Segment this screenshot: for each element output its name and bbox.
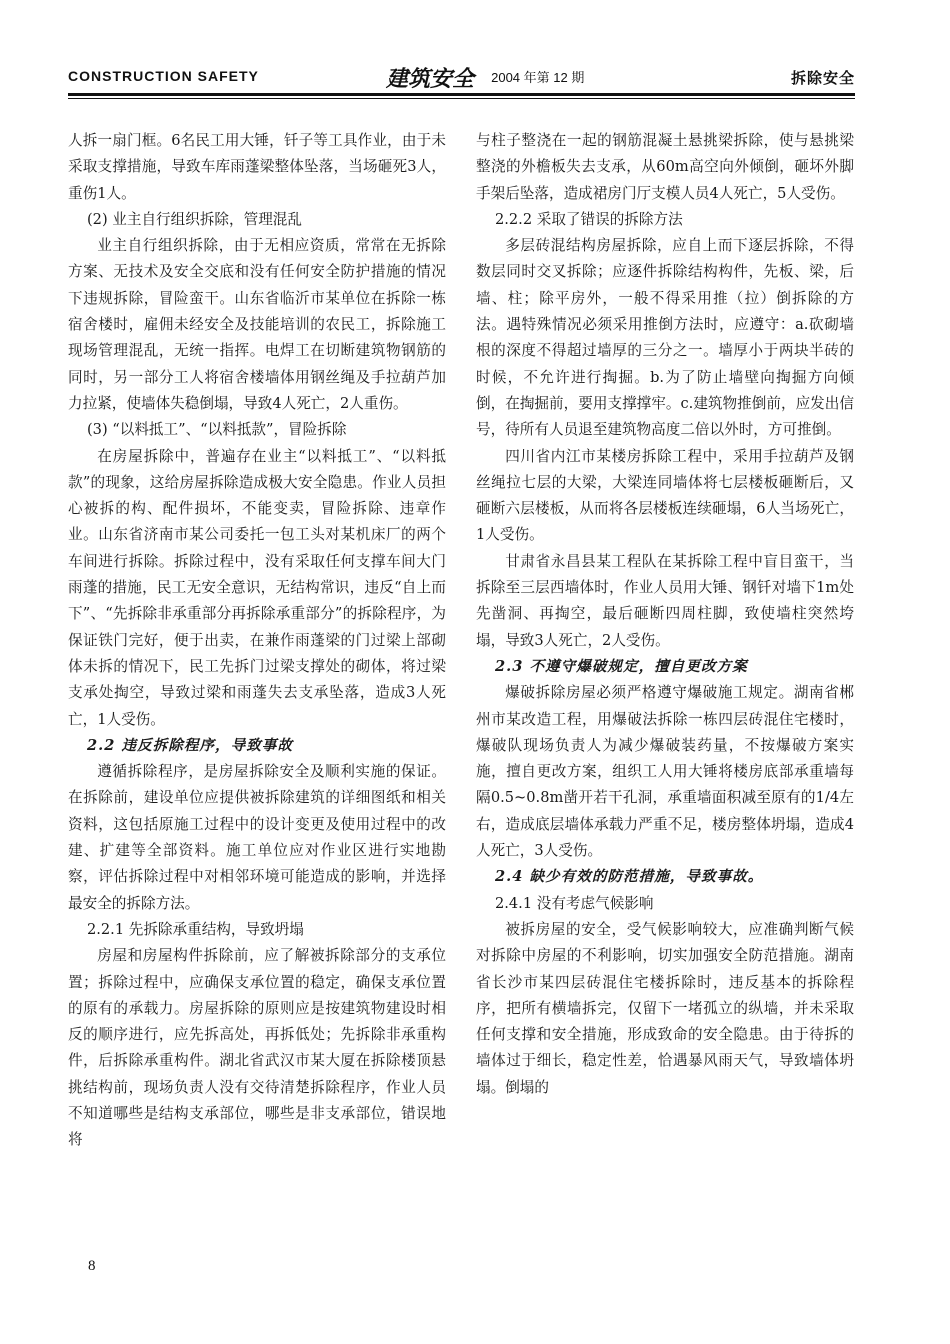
header-journal <box>386 62 584 93</box>
section-heading: 2.4.1 没有考虑气候影响 <box>494 894 654 912</box>
paragraph: 甘肃省永昌县某工程队在某拆除工程中盲目蛮干，当拆除至三层西墙体时，作业人员用大锤、钢钎对墙下1m处先凿洞、再掏空，最后砸断四周柱脚，致使墙柱突然垮塌，导致3人死亡，2人受伤。 <box>476 552 854 649</box>
header-rule-thick <box>68 93 855 96</box>
left-column <box>68 128 446 1154</box>
paragraph: 人拆一扇门框。6名民工用大锤，钎子等工具作业，由于未采取支撑措施，导致车库雨蓬梁整体坠落，当场砸死3人，重伤1人。 <box>68 132 446 202</box>
paragraph: 在房屋拆除中，普遍存在业主“以料抵工”、“以料抵款”的现象，这给房屋拆除造成极大安全隐患。作业人员担心被拆的构、配件损坏，不能变卖，冒险拆除、违章作业。山东省济南市某公司委托一包工头对某机床厂的两个车间进行拆除。拆除过程中，没有采取任何支撑车间大门雨蓬的措施，民工无安全意识，无结构常识，违反“自上而下”、“先拆除非承重部分再拆除承重部分”的拆除程序，为保证铁门完好，便于出卖，在兼作雨蓬梁的门过梁上部砌体未拆的情况下，民工先拆门过梁支撑处的砌体，将过梁支承处掏空，导致过梁和雨蓬失去支承坠落，造成3人死亡，1人受伤。 <box>68 447 446 728</box>
paragraph: 与柱子整浇在一起的钢筋混凝土悬挑梁拆除，使与悬挑梁整浇的外檐板失去支承，从60m高空向外倾倒，砸坏外脚手架后坠落，造成裙房门厅支模人员4人死亡，5人受伤。 <box>476 132 854 202</box>
paragraph: 遵循拆除程序，是房屋拆除安全及顺利实施的保证。在拆除前，建设单位应提供被拆除建筑的详细图纸和相关资料，这包括原施工过程中的设计变更及使用过程中的改建、扩建等全部资料。施工单位应对作业区进行实地勘察，评估拆除过程中对相邻环境可能造成的影响，并选择最安全的拆除方法。 <box>68 763 446 912</box>
header-section-right: 拆除安全 <box>790 69 855 87</box>
section-heading: 2.2.1 先拆除承重结构，导致坍塌 <box>86 920 304 938</box>
paragraph: 房屋和房屋构件拆除前，应了解被拆除部分的支承位置；拆除过程中，应确保支承位置的稳定，确保支承位置的原有的承载力。房屋拆除的原则应是按建筑物建设时相反的顺序进行，应先拆高处，再拆低处；先拆除非承重构件，后拆除承重构件。湖北省武汉市某大厦在拆除楼顶悬挑结构前，现场负责人没有交待清楚拆除程序，作业人员不知道哪些是结构支承部位，哪些是非支承部位，错误地将 <box>68 947 446 1149</box>
section-heading: 2.4 缺少有效的防范措施，导致事故。 <box>494 868 764 886</box>
paragraph: 爆破拆除房屋必须严格遵守爆破施工规定。湖南省郴州市某改造工程，用爆破法拆除一栋四层砖混住宅楼时，爆破队现场负责人为减少爆破装药量，不按爆破方案实施，擅自更改方案，组织工人用大锤将楼房底部承重墙每隔0.5~0.8m凿开若干孔洞，承重墙面积减至原有的1/4左右，造成底层墙体承载力严重不足，楼房整体坍塌，造成4人死亡，3人受伤。 <box>476 684 854 860</box>
section-heading: 2.3 不遵守爆破规定，擅自更改方案 <box>494 657 748 675</box>
page-number: 8 <box>88 1258 96 1274</box>
journal-name: 建筑安全 <box>386 66 475 92</box>
issue-label: 2004 年第 12 期 <box>491 70 585 85</box>
running-header <box>68 62 855 92</box>
section-heading: 2.2.2 采取了错误的拆除方法 <box>494 210 683 228</box>
paragraph: 业主自行组织拆除，由于无相应资质，常常在无拆除方案、无技术及安全交底和没有任何安全防护措施的情况下违规拆除，冒险蛮干。山东省临沂市某单位在拆除一栋宿舍楼时，雇佣未经安全及技能培训的农民工，拆除施工现场管理混乱，无统一指挥。电焊工在切断建筑物钢筋的同时，另一部分工人将宿舍楼墙体用钢丝绳及手拉葫芦加力拉紧，使墙体失稳倒塌，导致4人死亡，2人重伤。 <box>68 237 446 412</box>
paragraph: 被拆房屋的安全，受气候影响较大，应准确判断气候对拆除中房屋的不利影响，切实加强安全防范措施。湖南省长沙市某四层砖混住宅楼拆除时，违反基本的拆除程序，把所有横墙拆完，仅留下一堵孤立的纵墙，并未采取任何支撑和安全措施，形成致命的安全隐患。由于待拆的墙体过于细长，稳定性差，恰遇暴风雨天气，导致墙体坍塌。倒塌的 <box>476 920 854 1096</box>
header-rule-thin <box>68 98 855 99</box>
section-heading: 2.2 违反拆除程序，导致事故 <box>86 736 293 754</box>
section-heading: (2) 业主自行组织拆除，管理混乱 <box>86 210 302 228</box>
right-column <box>476 128 854 1101</box>
paragraph: 四川省内江市某楼房拆除工程中，采用手拉葫芦及钢丝绳拉七层的大梁，大梁连同墙体将七层楼板砸断后，又砸断六层楼板，从而将各层楼板连续砸塌，6人当场死亡，1人受伤。 <box>476 447 854 544</box>
section-heading: (3) “以料抵工”、“以料抵款”，冒险拆除 <box>86 421 347 439</box>
header-section-left: CONSTRUCTION SAFETY <box>68 68 259 84</box>
paragraph: 多层砖混结构房屋拆除，应自上而下逐层拆除，不得数层同时交叉拆除；应逐件拆除结构构件，先板、梁，后墙、柱；除平房外，一般不得采用推（拉）倒拆除的方法。遇特殊情况必须采用推倒方法时，应遵守：a.砍砌墙根的深度不得超过墙厚的三分之一。墙厚小于两块半砖的时候，不允许进行掏掘。b.为了防止墙壁向掏掘方向倾倒，在掏掘前，要用支撑撑牢。c.建筑物推倒前，应发出信号，待所有人员退至建筑物高度二倍以外时，方可推倒。 <box>476 237 854 439</box>
